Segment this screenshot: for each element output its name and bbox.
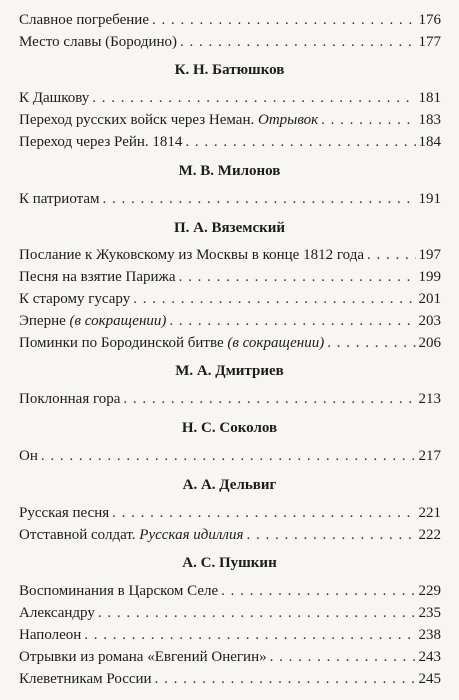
dot-leader <box>98 603 416 623</box>
toc-entry[interactable] <box>19 132 441 152</box>
entry-title-italic: (в сокращении) <box>227 335 325 351</box>
entry-title: К патриотам <box>19 191 100 207</box>
toc-entry[interactable] <box>19 647 441 667</box>
dot-leader <box>112 503 415 523</box>
entry-title: Переход русских войск через Неман. Отрывок <box>19 112 319 128</box>
dot-leader <box>84 625 415 645</box>
dot-leader <box>123 389 415 409</box>
entry-title: Переход через Рейн. 1814 <box>19 134 183 150</box>
entry-title: Эперне (в сокращении) <box>19 313 167 329</box>
page-number: 183 <box>418 112 441 128</box>
dot-leader <box>103 189 416 209</box>
dot-leader <box>155 669 416 689</box>
toc-entry[interactable] <box>19 88 441 108</box>
entry-title-italic: (в сокращении) <box>69 313 167 329</box>
dot-leader <box>169 311 415 331</box>
page-number: 199 <box>418 269 441 285</box>
entry-title: Послание к Жуковскому из Москвы в конце 1812 года <box>19 247 364 263</box>
page-number: 229 <box>418 583 441 599</box>
dot-leader <box>185 132 415 152</box>
dot-leader <box>327 333 415 353</box>
author-heading: А. С. Пушкин <box>182 555 277 571</box>
page-number: 235 <box>418 605 441 621</box>
dot-leader <box>179 267 416 287</box>
page-number: 243 <box>418 649 441 665</box>
toc-entry[interactable] <box>19 603 441 623</box>
toc-entry[interactable] <box>19 32 441 52</box>
author-heading: М. В. Милонов <box>178 163 281 179</box>
dot-leader <box>270 647 416 667</box>
page-number: 203 <box>418 313 441 329</box>
toc-entry[interactable] <box>19 625 441 645</box>
entry-title: Наполеон <box>19 627 82 643</box>
page-number: 191 <box>418 191 441 207</box>
page-number: 213 <box>418 391 441 407</box>
toc-entry[interactable] <box>19 110 441 130</box>
dot-leader <box>41 446 416 466</box>
entry-title: Место славы (Бородино) <box>19 34 178 50</box>
page-number: 177 <box>418 34 441 50</box>
page-number: 206 <box>418 335 441 351</box>
entry-title: Русская песня <box>19 505 110 521</box>
entry-title: Поминки по Бородинской битве (в сокращении) <box>19 335 325 351</box>
author-heading: А. А. Дельвиг <box>182 477 277 493</box>
dot-leader <box>92 88 415 108</box>
author-heading: Н. С. Соколов <box>181 420 278 436</box>
toc-entry[interactable] <box>19 446 441 466</box>
entry-title: Отрывки из романа «Евгений Онегин» <box>19 649 267 665</box>
toc-entry[interactable] <box>19 389 441 409</box>
dot-leader <box>180 32 415 52</box>
dot-leader <box>221 581 415 601</box>
page-number: 238 <box>418 627 441 643</box>
entry-title: К старому гусару <box>19 291 131 307</box>
entry-title-italic: Русская идиллия <box>139 527 244 543</box>
entry-title: Воспоминания в Царском Селе <box>19 583 219 599</box>
author-heading: М. А. Дмитриев <box>175 363 284 379</box>
page-number: 201 <box>418 291 441 307</box>
toc-entry[interactable] <box>19 525 441 545</box>
entry-title: Отставной солдат. Русская идиллия <box>19 527 244 543</box>
dot-leader <box>133 289 415 309</box>
dot-leader <box>367 245 416 265</box>
toc-entry[interactable] <box>19 503 441 523</box>
entry-title: К Дашкову <box>19 90 90 106</box>
page-number: 217 <box>418 448 441 464</box>
page-number: 245 <box>418 671 441 687</box>
entry-title: Славное погребение <box>19 12 149 28</box>
entry-title: Клеветникам России <box>19 671 152 687</box>
page-number: 184 <box>418 134 441 150</box>
toc-entry[interactable] <box>19 669 441 689</box>
toc-entry[interactable] <box>19 267 441 287</box>
toc-entry[interactable] <box>19 581 441 601</box>
toc-entry[interactable] <box>19 189 441 209</box>
toc-entry[interactable] <box>19 311 441 331</box>
page-number: 222 <box>418 527 441 543</box>
author-heading: П. А. Вяземский <box>173 220 286 236</box>
page-number: 181 <box>418 90 441 106</box>
author-heading: К. Н. Батюшков <box>174 62 285 78</box>
dot-leader <box>321 110 415 130</box>
toc-entry[interactable] <box>19 333 441 353</box>
entry-title-italic: Отрывок <box>258 112 319 128</box>
dot-leader <box>152 10 416 30</box>
page-number: 197 <box>418 247 441 263</box>
toc-entry[interactable] <box>19 245 441 265</box>
toc-entry[interactable] <box>19 289 441 309</box>
entry-title: Песня на взятие Парижа <box>19 269 176 285</box>
dot-leader <box>246 525 415 545</box>
entry-title: Александру <box>19 605 95 621</box>
toc-entry[interactable] <box>19 10 441 30</box>
page-number: 176 <box>418 12 441 28</box>
entry-title: Он <box>19 448 38 464</box>
entry-title: Поклонная гора <box>19 391 121 407</box>
page-number: 221 <box>418 505 441 521</box>
